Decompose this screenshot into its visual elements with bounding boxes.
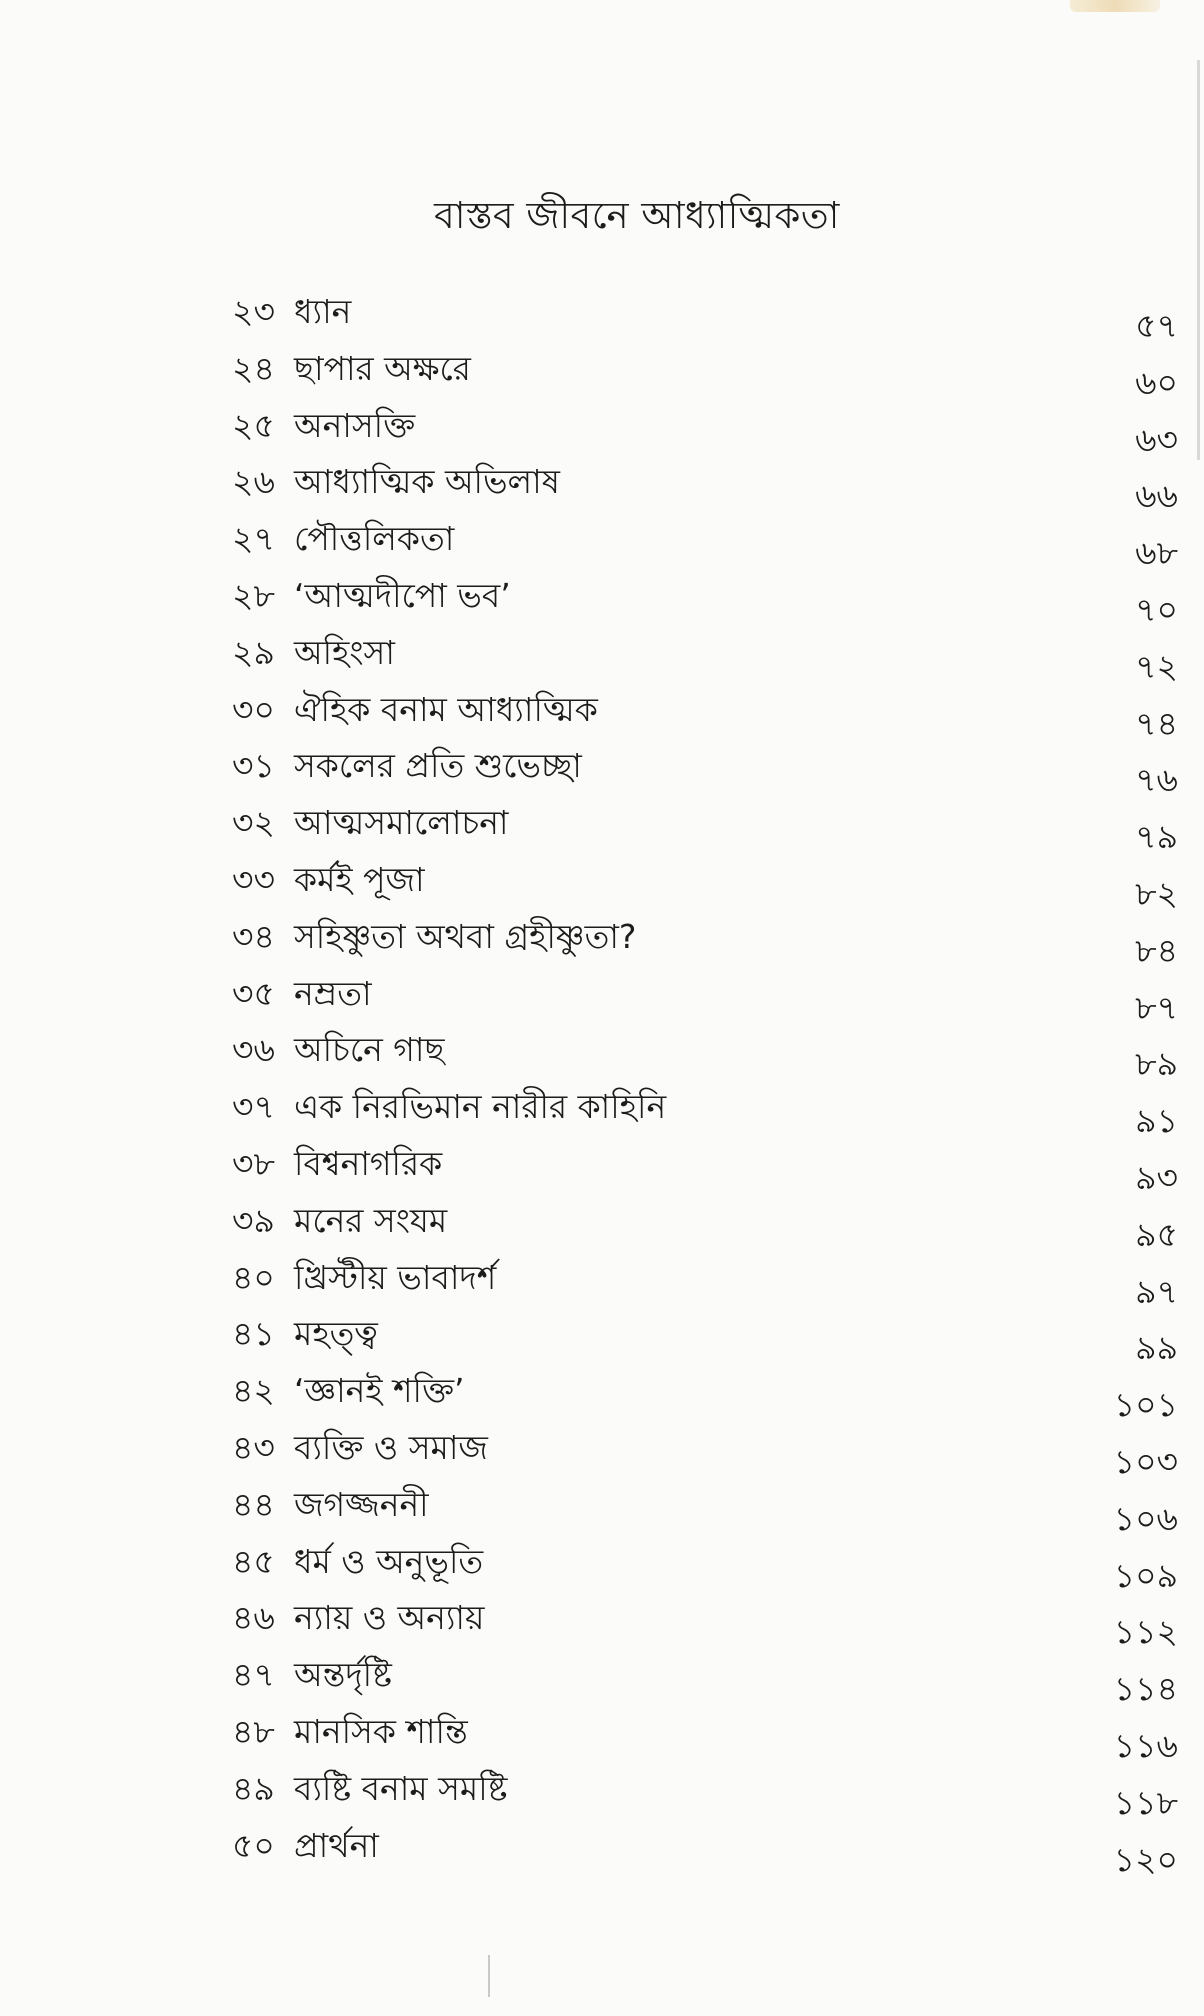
page-number: ১০৬: [1113, 1498, 1178, 1538]
toc-entry: [232, 1530, 1182, 1595]
chapter-title: অচিনে গাছ: [294, 1030, 445, 1070]
chapter-number: ৩৮: [232, 1143, 275, 1183]
page-number: ৭৪: [1135, 703, 1178, 743]
page-number: ৬০: [1135, 362, 1178, 402]
chapter-number: ৪৯: [232, 1768, 275, 1808]
chapter-title: এক নিরভিমান নারীর কাহিনি: [294, 1087, 667, 1127]
chapter-title: মনের সংযম: [294, 1200, 448, 1240]
toc-entry: [232, 962, 1182, 1027]
toc-entry: [232, 507, 1182, 573]
page-number: ৮৭: [1135, 987, 1178, 1027]
chapter-title: ধর্ম ও অনুভূতি: [294, 1541, 484, 1581]
chapter-number: ৪১: [232, 1314, 275, 1354]
chapter-number: ২৮: [232, 575, 275, 615]
toc-entry: [232, 1359, 1182, 1425]
chapter-number: ৩০: [232, 689, 275, 729]
chapter-number: ৪৪: [232, 1484, 275, 1524]
toc-entry: [232, 1643, 1182, 1709]
chapter-number: ৩৯: [232, 1200, 275, 1240]
toc-entry: [232, 1075, 1182, 1141]
page-number: ৭২: [1135, 646, 1178, 686]
toc-entry: [232, 848, 1182, 913]
page-number: ১০১: [1113, 1385, 1178, 1425]
chapter-title: খ্রিস্টীয় ভাবাদর্শ: [294, 1257, 497, 1297]
page-number: ৭৬: [1135, 760, 1178, 800]
chapter-title: ন্যায় ও অন্যায়: [294, 1598, 485, 1638]
chapter-number: ৩৩: [232, 859, 275, 899]
chapter-number: ৩২: [232, 803, 275, 843]
toc-entry: [232, 678, 1182, 743]
page-number: ৫৭: [1135, 306, 1178, 345]
chapter-title: ধ্যান: [294, 292, 352, 331]
chapter-title: সহিষ্ণুতা অথবা গ্রহীষ্ণুতা?: [294, 916, 637, 956]
page-number: ৮২: [1135, 873, 1178, 913]
page-number: ৬৩: [1135, 419, 1178, 459]
toc-entry: [232, 1302, 1182, 1368]
chapter-number: ২৪: [232, 348, 275, 388]
chapter-title: জগজ্জননী: [294, 1484, 429, 1524]
chapter-title: আত্মসমালোচনা: [294, 803, 509, 843]
chapter-number: ২৩: [232, 292, 275, 331]
page-number: ১০৩: [1113, 1441, 1178, 1481]
chapter-number: ২৬: [232, 462, 275, 502]
chapter-number: ৩১: [232, 746, 275, 786]
chapter-number: ৩৭: [232, 1087, 275, 1127]
chapter-title: মানসিক শান্তি: [294, 1711, 468, 1751]
page-number: ৮৯: [1135, 1044, 1178, 1084]
chapter-title: ছাপার অক্ষরে: [294, 348, 471, 388]
chapter-number: ৩৪: [232, 916, 275, 956]
page-number: ৯৭: [1135, 1271, 1178, 1311]
chapter-title: ‘জ্ঞানই শক্তি’: [294, 1371, 465, 1411]
page-number: ১১৪: [1113, 1669, 1178, 1709]
chapter-title: সকলের প্রতি শুভেচ্ছা: [294, 746, 582, 786]
page-number: ১১৮: [1113, 1782, 1178, 1822]
page-number: ৯৯: [1135, 1328, 1178, 1368]
chapter-title: অন্তর্দৃষ্টি: [294, 1655, 392, 1695]
chapter-title: ব্যষ্টি বনাম সমষ্টি: [294, 1768, 508, 1808]
toc-entry: [232, 394, 1182, 459]
chapter-title: ব্যক্তি ও সমাজ: [294, 1427, 488, 1467]
toc-entry: [232, 450, 1182, 516]
chapter-title: কর্মই পূজা: [294, 859, 425, 899]
table-of-contents: [232, 280, 1182, 1879]
chapter-title: অনাসক্তি: [294, 405, 416, 445]
page-number: ১০৯: [1113, 1555, 1178, 1595]
chapter-number: ৪৩: [232, 1427, 275, 1467]
chapter-number: ৫০: [232, 1825, 275, 1865]
page-number: ৯৫: [1135, 1214, 1178, 1254]
page-title: বাস্তব জীবনে আধ্যাত্মিকতা: [434, 194, 840, 237]
page-number: ৮৪: [1135, 930, 1178, 970]
toc-entry: [232, 1246, 1182, 1311]
page-number: ৭৯: [1135, 817, 1178, 857]
toc-entry: [232, 621, 1182, 686]
chapter-title: আধ্যাত্মিক অভিলাষ: [294, 462, 560, 502]
toc-entry: [232, 905, 1182, 970]
toc-entry: [232, 1416, 1182, 1481]
chapter-title: ঐহিক বনাম আধ্যাত্মিক: [294, 689, 598, 729]
toc-entry: [232, 1700, 1182, 1765]
chapter-number: ৩৬: [232, 1030, 275, 1070]
toc-entry: [232, 1814, 1182, 1879]
chapter-number: ২৯: [232, 632, 275, 672]
chapter-title: প্রার্থনা: [294, 1825, 379, 1865]
chapter-number: ৪৫: [232, 1541, 275, 1581]
chapter-number: ৪৬: [232, 1598, 275, 1638]
toc-entry: [232, 1189, 1182, 1254]
chapter-number: ৪৭: [232, 1655, 275, 1695]
chapter-number: ৪৮: [232, 1711, 275, 1751]
chapter-title: মহত্ত্ব: [294, 1314, 378, 1354]
toc-entry: [232, 564, 1182, 629]
chapter-number: ২৫: [232, 405, 275, 445]
toc-entry: [232, 337, 1182, 402]
toc-entry: [232, 1132, 1182, 1197]
chapter-title: ‘আত্মদীপো ভব’: [294, 575, 511, 615]
toc-entry: [232, 1473, 1182, 1538]
toc-entry: [232, 1586, 1182, 1652]
page-number: ৯১: [1135, 1101, 1178, 1141]
chapter-title: নম্রতা: [294, 973, 372, 1013]
page-number: ১১৬: [1113, 1725, 1178, 1765]
chapter-number: ৪২: [232, 1371, 275, 1411]
page-number: ১১২: [1113, 1612, 1178, 1652]
chapter-number: ২৭: [232, 519, 275, 559]
chapter-number: ৩৫: [232, 973, 275, 1013]
page-number: ৬৮: [1135, 533, 1178, 573]
chapter-title: অহিংসা: [294, 632, 395, 672]
toc-entry: [232, 280, 1182, 345]
toc-entry: [232, 791, 1182, 857]
binding-line: [488, 1955, 490, 1997]
chapter-title: বিশ্বনাগরিক: [294, 1143, 443, 1183]
page-number: ১২০: [1113, 1839, 1178, 1879]
toc-entry: [232, 734, 1182, 800]
page-number: ৯৩: [1135, 1157, 1178, 1197]
page-edge-shadow: [1197, 60, 1200, 460]
chapter-title: পৌত্তলিকতা: [294, 519, 455, 559]
toc-entry: [232, 1018, 1182, 1084]
toc-entry: [232, 1757, 1182, 1822]
page-number: ৬৬: [1135, 476, 1178, 516]
page-number: ৭০: [1135, 589, 1178, 629]
chapter-number: ৪০: [232, 1257, 275, 1297]
page-edge-stain: [1070, 0, 1160, 12]
